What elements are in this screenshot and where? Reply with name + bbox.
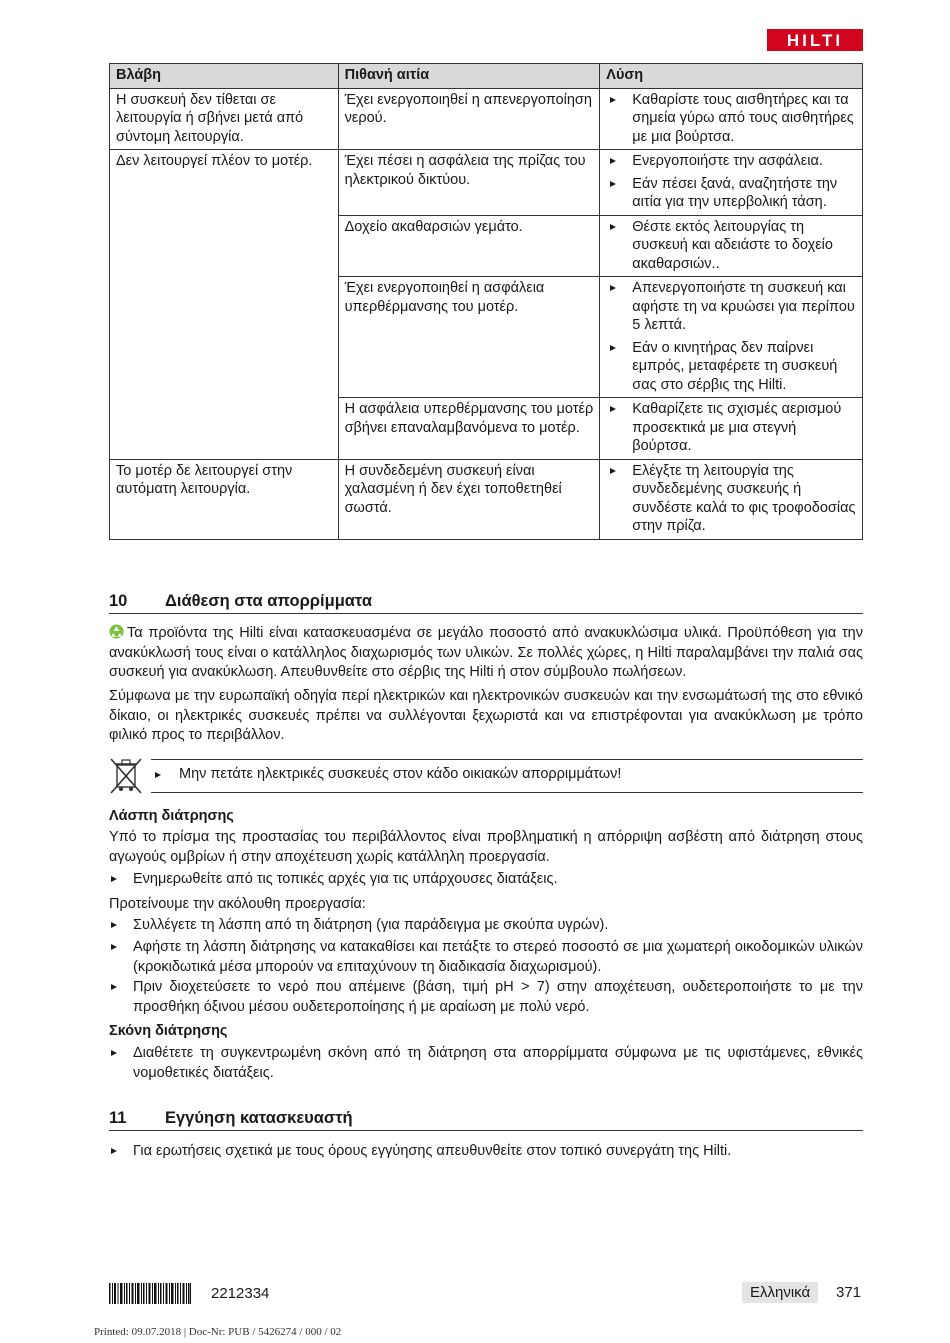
sludge-heading: Λάσπη διάτρησης (109, 808, 234, 824)
cause-cell: Έχει ενεργοποιηθεί η ασφάλεια υπερθέρμανσης του μοτέρ. (338, 277, 600, 398)
bullet-arrow-icon (111, 876, 117, 882)
fault-cell: Δεν λειτουργεί πλέον το μοτέρ. (110, 150, 339, 460)
bullet-item (109, 870, 863, 890)
solution-cell (600, 277, 863, 398)
page-number: 371 (836, 1284, 862, 1301)
fault-cell: Η συσκευή δεν τίθεται σε λειτουργία ή σβήνει μετά από σύντομη λειτουργία. (110, 88, 339, 150)
bullet-text: Ενημερωθείτε από τις τοπικές αρχές για τις υπάρχουσες διατάξεις. (133, 871, 558, 887)
solution-item (606, 462, 856, 536)
warning-text: Μην πετάτε ηλεκτρικές συσκευές στον κάδο οικιακών απορριμμάτων! (179, 766, 622, 782)
header-solution: Λύση (600, 64, 863, 89)
header-cause: Πιθανή αιτία (338, 64, 600, 89)
bullet-arrow-icon (155, 772, 161, 778)
solution-item (606, 218, 856, 274)
divider (151, 792, 863, 793)
cause-cell: Έχει πέσει η ασφάλεια της πρίζας του ηλεκτρικού δικτύου. (338, 150, 600, 216)
cause-cell: Έχει ενεργοποιηθεί η απενεργοποίηση νερού. (338, 88, 600, 150)
cause-cell: Δοχείο ακαθαρσιών γεμάτο. (338, 215, 600, 277)
fault-cell: Το μοτέρ δε λειτουργεί στην αυτόματη λειτουργία. (110, 459, 339, 539)
solution-item (606, 91, 856, 147)
table-row (110, 150, 863, 216)
bullet-arrow-icon (610, 406, 616, 412)
bullet-item (109, 1142, 863, 1162)
solution-item (606, 400, 856, 456)
cause-cell: Η συνδεδεμένη συσκευή είναι χαλασμένη ή δεν έχει τοποθετηθεί σωστά. (338, 459, 600, 539)
recycling-text: Τα προϊόντα της Hilti είναι κατασκευασμένα σε μεγάλο ποσοστό από ανακυκλώσιμα υλικά. Προϋπόθεση για την ανακύκλωσή τους είναι ο κατάλληλος διαχωρισμός των υλικών. Σε πολλές χώρες, η Hilti παραλαμβάνει την παλιά σας συσκευή για ανακύκλωση. Απευθυνθείτε στο σέρβις της Hilti ή στον σύμβουλο πωλήσεων. (109, 625, 863, 680)
bullet-text: Διαθέτετε τη συγκεντρωμένη σκόνη από τη διάτρηση στα απορρίμματα σύμφωνα με τις υφιστάμενες, εθνικές νομοθετικές διατάξεις. (133, 1045, 863, 1081)
troubleshooting-table (109, 63, 863, 540)
waste-warning (109, 759, 863, 793)
bullet-item (109, 978, 863, 1017)
bullet-arrow-icon (111, 944, 117, 950)
section-number: 11 (109, 1109, 127, 1127)
bullet-arrow-icon (610, 224, 616, 230)
dust-heading: Σκόνη διάτρησης (109, 1023, 228, 1039)
section-11-heading (109, 1109, 863, 1131)
table-header-row (110, 64, 863, 89)
solution-text: Καθαρίστε τους αισθητήρες και τα σημεία γύρω από τους αισθητήρες με μια βούρτσα. (632, 91, 854, 145)
sludge-paragraph: Υπό το πρίσμα της προστασίας του περιβάλλοντος είναι προβληματική η απόρριψη ασβέστη από διάτρηση στους αγωγούς ομβρίων ή στην αποχέτευση χωρίς κατάλληλη προεργασία. (109, 829, 863, 865)
proposal-text: Προτείνουμε την ακόλουθη προεργασία: (109, 896, 366, 912)
bullet-item (109, 1044, 863, 1083)
solution-text: Απενεργοποιήστε τη συσκευή και αφήστε τη να κρυώσει για περίπου 5 λεπτά. (632, 280, 855, 333)
table-row (110, 88, 863, 150)
solution-text: Ενεργοποιήστε την ασφάλεια. (632, 153, 823, 169)
bullet-arrow-icon (610, 97, 616, 103)
recycling-paragraph (109, 624, 863, 683)
bullet-arrow-icon (111, 1050, 117, 1056)
solution-text: Εάν ο κινητήρας δεν παίρνει εμπρός, μεταφέρετε τη συσκευή σας στο σέρβις της Hilti. (632, 339, 838, 393)
solution-cell (600, 215, 863, 277)
bullet-item (109, 938, 863, 977)
section-title: Εγγύηση κατασκευαστή (165, 1109, 353, 1127)
bullet-arrow-icon (610, 181, 616, 187)
hilti-logo-text: HILTI (786, 31, 844, 50)
bullet-text: Αφήστε τη λάσπη διάτρησης να κατακαθίσει και πετάξτε το στερεό ποσοστό σε μια χωματερή οικοδομικών υλικών (κροκιδωτικά μέσα μπορούν να επιταχύνουν τη διαδικασία διαχωρισμού). (133, 939, 863, 975)
section-number: 10 (109, 592, 128, 610)
divider (151, 759, 863, 760)
solution-item (606, 339, 856, 395)
bullet-arrow-icon (111, 984, 117, 990)
bullet-arrow-icon (610, 468, 616, 474)
bullet-arrow-icon (610, 158, 616, 164)
bullet-arrow-icon (111, 1148, 117, 1154)
section-title: Διάθεση στα απορρίμματα (165, 592, 372, 610)
solution-text: Εάν πέσει ξανά, αναζητήστε την αιτία για την υπερβολική τάση. (632, 175, 838, 210)
bullet-arrow-icon (111, 922, 117, 928)
solution-item (606, 152, 856, 171)
solution-cell (600, 459, 863, 539)
bullet-arrow-icon (610, 345, 616, 351)
bullet-text: Για ερωτήσεις σχετικά με τους όρους εγγύησης απευθυνθείτε στον τοπικό συνεργάτη της Hilti. (133, 1143, 732, 1159)
bullet-arrow-icon (610, 285, 616, 291)
solution-cell (600, 88, 863, 150)
cause-cell: Η ασφάλεια υπερθέρμανσης του μοτέρ σβήνει επαναλαμβανόμενα το μοτέρ. (338, 398, 600, 460)
bullet-item (109, 916, 863, 936)
table-row (110, 459, 863, 539)
weee-paragraph: Σύμφωνα με την ευρωπαϊκή οδηγία περί ηλεκτρικών και ηλεκτρονικών συσκευών και την ενσωμάτωσή της στο εθνικό δίκαιο, οι ηλεκτρικές συσκευές πρέπει να συλλέγονται ξεχωριστά και να επιστρέφονται για ανακύκλωση με τρόπο φιλικό προς το περιβάλλον. (109, 688, 863, 743)
crossed-bin-icon (109, 757, 143, 797)
bullet-text: Πριν διοχετεύσετε το νερό που απέμεινε (βάση, τιμή pH > 7) στην αποχέτευση, ουδετεροποιήστε το με την προσθήκη όξινου μέσου ουδετεροποίησης ή με αραίωση με πολύ νερό. (133, 979, 863, 1015)
solution-text: Θέστε εκτός λειτουργίας τη συσκευή και αδειάστε το δοχείο ακαθαρσιών.. (632, 218, 833, 272)
bullet-text: Συλλέγετε τη λάσπη από τη διάτρηση (για παράδειγμα με σκούπα υγρών). (133, 917, 609, 933)
language-label: Ελληνικά (742, 1282, 818, 1303)
solution-text: Ελέγξτε τη λειτουργία της συνδεδεμένης συσκευής ή συνδέστε καλά το φις τροφοδοσίας στην πρίζα. (632, 462, 856, 534)
solution-cell (600, 150, 863, 216)
solution-text: Καθαρίζετε τις σχισμές αερισμού προσεκτικά με μια στεγνή βούρτσα. (632, 401, 842, 454)
recycle-icon (109, 624, 124, 639)
section-10-heading (109, 592, 863, 614)
barcode-icon (109, 1283, 191, 1304)
solution-item (606, 175, 856, 212)
solution-item (606, 279, 856, 335)
document-code: 2212334 (211, 1285, 270, 1302)
hilti-logo (767, 29, 863, 51)
solution-cell (600, 398, 863, 460)
header-fault: Βλάβη (110, 64, 339, 89)
print-info: Printed: 09.07.2018 | Doc-Nr: PUB / 5426274 / 000 / 02 (94, 1326, 342, 1338)
